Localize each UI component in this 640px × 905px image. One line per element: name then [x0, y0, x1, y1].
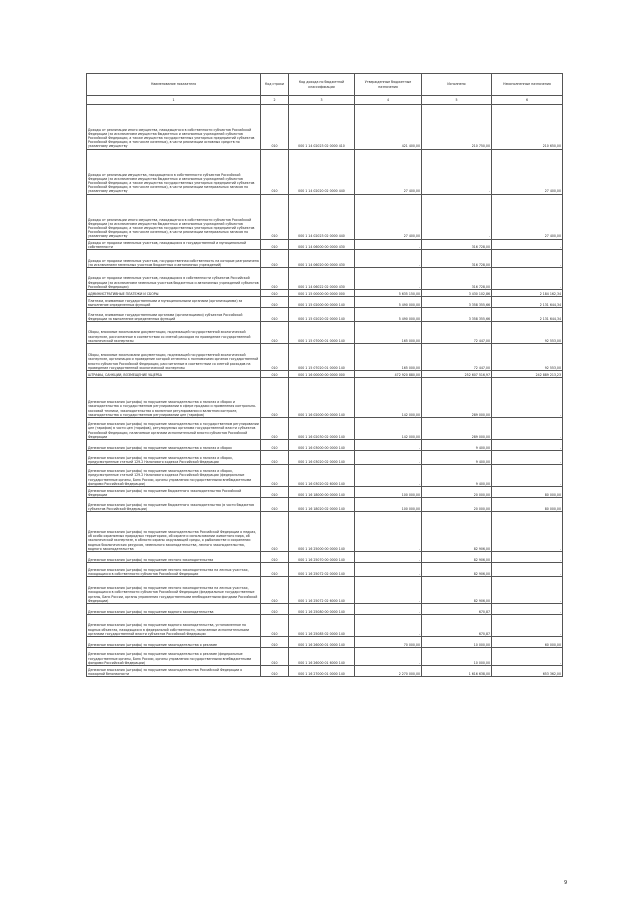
table-header-row	[87, 74, 563, 96]
row-code: 010	[261, 344, 289, 371]
row-name: Денежные взыскания (штрафы) за нарушение лесного законодательства	[87, 552, 261, 563]
row-name: Доходы от продажи земельных участков, находящихся в собственности субъектов Российской Федерации (за исключением земельных участков бюджетных и автономных учреждений субъектов Российской Федерации)	[87, 268, 261, 290]
row-approved: 27 400,00	[355, 195, 422, 240]
row-executed: 72 447,00	[422, 344, 492, 371]
row-budget-code: 000 1 16 27000 01 0000 140	[289, 666, 355, 677]
row-budget-code: 000 1 16 25085 02 0000 140	[289, 615, 355, 637]
row-approved: -	[355, 648, 422, 666]
row-name: Денежные взыскания (штрафы) за нарушение бюджетного законодательства Российской Федерации	[87, 487, 261, 498]
row-code: 010	[261, 418, 289, 440]
row-budget-code: 000 1 14 06000 00 0000 430	[289, 240, 355, 250]
row-approved: 5 490 000,00	[355, 297, 422, 308]
row-budget-code: 000 1 16 03020 02 0000 140	[289, 451, 355, 465]
row-approved: -	[355, 465, 422, 487]
row-remaining: 92 553,00	[492, 344, 563, 371]
row-remaining: 27 400,00	[492, 150, 563, 195]
column-number: 5	[422, 96, 492, 105]
row-remaining: 60 000,00	[492, 637, 563, 648]
row-code: 010	[261, 563, 289, 577]
row-executed: -	[422, 150, 492, 195]
row-code: 010	[261, 250, 289, 268]
row-name: Денежные взыскания (штрафы) за нарушение законодательства о рекламе	[87, 637, 261, 648]
row-remaining: -	[492, 552, 563, 563]
row-remaining: 2 131 644,34	[492, 308, 563, 322]
row-remaining: 653 362,00	[492, 666, 563, 677]
table-row	[87, 577, 563, 604]
row-code: 010	[261, 604, 289, 615]
table-row	[87, 465, 563, 487]
row-approved: -	[355, 451, 422, 465]
row-remaining: -	[492, 418, 563, 440]
header-executed: Исполнено	[422, 74, 492, 96]
row-code: 010	[261, 552, 289, 563]
table-row	[87, 563, 563, 577]
table-row	[87, 637, 563, 648]
row-approved: -	[355, 240, 422, 250]
row-approved: -	[355, 615, 422, 637]
row-budget-code: 000 1 15 02000 00 0000 140	[289, 297, 355, 308]
row-approved: 165 000,00	[355, 322, 422, 344]
row-remaining: -	[492, 378, 563, 418]
row-budget-code: 000 1 14 02023 02 0000 410	[289, 105, 355, 150]
row-budget-code: 000 1 16 03020 02 6000 140	[289, 465, 355, 487]
row-approved: 5 490 000,00	[355, 308, 422, 322]
row-code: 010	[261, 297, 289, 308]
table-row	[87, 250, 563, 268]
row-executed: 82 906,00	[422, 577, 492, 604]
row-executed: 252 607 516,97	[422, 371, 492, 378]
row-budget-code: 000 1 16 00000 00 0000 000	[289, 371, 355, 378]
column-number-row	[87, 96, 563, 105]
row-code: 010	[261, 666, 289, 677]
row-budget-code: 000 1 14 06022 02 0000 430	[289, 268, 355, 290]
row-executed: 82 906,00	[422, 512, 492, 552]
row-name: ШТРАФЫ, САНКЦИИ, ВОЗМЕЩЕНИЕ УЩЕРБА	[87, 371, 261, 378]
row-executed: 82 906,00	[422, 563, 492, 577]
row-name: Доходы от реализации иного имущества, находящегося в собственности субъектов Российской Федерации (за исключением имущества бюджетных и автономных учреждений субъектов Российской Федерации, а также имущества государственных унитарных предприятий субъектов Российской Федерации, в том числе казенных), в части реализации материальных запасов по указанному имуществу	[87, 195, 261, 240]
row-name: Сборы, вносимые заказчиками документации, подлежащей государственной экологической экспертизе, организация и проведение которой отнесены к полномочиям органов государственной власти субъектов Российской Федерации, рассчитанные в соответствии со сметой расходов на проведение государственной экологической экспертизы	[87, 344, 261, 371]
row-code: 010	[261, 451, 289, 465]
row-remaining: 2 184 162,34	[492, 290, 563, 297]
row-approved: -	[355, 512, 422, 552]
row-executed: 82 906,00	[422, 552, 492, 563]
row-executed: 72 447,00	[422, 322, 492, 344]
row-code: 010	[261, 268, 289, 290]
row-executed: 1 616 638,00	[422, 666, 492, 677]
row-name: Денежные взыскания (штрафы) за нарушение лесного законодательства на лесных участках, находящихся в собственности субъектов Российской Федерации (федеральные государственные органы, Банк России, органы управления государственными внебюджетными фондами Российской Федерации)	[87, 577, 261, 604]
row-executed: 10 000,00	[422, 648, 492, 666]
row-budget-code: 000 1 15 00000 00 0000 000	[289, 290, 355, 297]
row-name: Платежи, взимаемые государственными и муниципальными органами (организациями) за выполнение определенных функций	[87, 297, 261, 308]
table-row	[87, 440, 563, 451]
row-remaining: -	[492, 604, 563, 615]
row-code: 010	[261, 290, 289, 297]
table-row	[87, 512, 563, 552]
table-row	[87, 552, 563, 563]
row-code: 010	[261, 615, 289, 637]
row-remaining: -	[492, 465, 563, 487]
row-approved: -	[355, 563, 422, 577]
row-approved: 70 000,00	[355, 637, 422, 648]
table-row	[87, 297, 563, 308]
row-executed: 10 000,00	[422, 637, 492, 648]
row-name: Денежные взыскания (штрафы) за нарушение законодательства о налогах и сборах	[87, 440, 261, 451]
row-executed: 3 358 355,66	[422, 308, 492, 322]
row-name: Доходы от продажи земельных участков, государственная собственность на которые разграничена (за исключением земельных участков бюджетных и автономных учреждений)	[87, 250, 261, 268]
row-approved: 27 400,00	[355, 150, 422, 195]
table-row	[87, 240, 563, 250]
row-code: 010	[261, 498, 289, 512]
row-approved: -	[355, 440, 422, 451]
row-budget-code: 000 1 16 02030 02 0000 140	[289, 418, 355, 440]
row-approved: -	[355, 552, 422, 563]
row-approved: 165 000,00	[355, 344, 422, 371]
row-name: Денежные взыскания (штрафы) за нарушение лесного законодательства на лесных участках, находящихся в собственности субъектов Российской Федерации	[87, 563, 261, 577]
row-remaining: -	[492, 451, 563, 465]
row-code: 010	[261, 322, 289, 344]
row-code: 010	[261, 150, 289, 195]
row-remaining: -	[492, 268, 563, 290]
row-approved: -	[355, 250, 422, 268]
table-row	[87, 604, 563, 615]
table-row	[87, 308, 563, 322]
row-name: АДМИНИСТРАТИВНЫЕ ПЛАТЕЖИ И СБОРЫ	[87, 290, 261, 297]
row-code: 010	[261, 105, 289, 150]
column-number: 1	[87, 96, 261, 105]
row-approved: 2 270 000,00	[355, 666, 422, 677]
row-approved: 100 000,00	[355, 498, 422, 512]
row-approved: -	[355, 577, 422, 604]
row-budget-code: 000 1 16 25072 02 0000 140	[289, 563, 355, 577]
row-approved: 421 400,00	[355, 105, 422, 150]
row-code: 010	[261, 648, 289, 666]
row-code: 010	[261, 308, 289, 322]
row-executed: 9 400,00	[422, 440, 492, 451]
row-name: Доходы от продажи земельных участков, находящихся в государственной и муниципальной собственности	[87, 240, 261, 250]
row-code: 010	[261, 195, 289, 240]
row-executed: 9 400,00	[422, 465, 492, 487]
row-budget-code: 000 1 16 26000 01 6000 140	[289, 648, 355, 666]
row-name: Денежные взыскания (штрафы) за нарушение законодательства о налогах и сборах, предусмотренные статьей 129.2 Налогового кодекса Российской Федерации	[87, 451, 261, 465]
row-approved: 100 000,00	[355, 487, 422, 498]
row-budget-code: 000 1 16 03000 00 0000 140	[289, 440, 355, 451]
row-name: Денежные взыскания (штрафы) за нарушение законодательства Российской Федерации о недрах, об особо охраняемых природных территориях, об охране и использовании животного мира, об экологической экспертизе, в области охраны окружающей среды, о рыболовстве и сохранении водных биологических ресурсов, земельного законодательства, лесного законодательства, водного законодательства	[87, 512, 261, 552]
header-approved: Утвержденные бюджетные назначения	[355, 74, 422, 96]
row-code: 010	[261, 371, 289, 378]
row-executed: 289 000,00	[422, 378, 492, 418]
row-approved: -	[355, 268, 422, 290]
row-executed: 289 000,00	[422, 418, 492, 440]
table-row	[87, 371, 563, 378]
row-budget-code: 000 1 16 18000 00 0000 140	[289, 487, 355, 498]
row-code: 010	[261, 487, 289, 498]
row-name: Денежные взыскания (штрафы) за нарушение законодательства о рекламе (федеральные государственные органы, Банк России, органы управления государственными внебюджетными фондами Российской Федерации)	[87, 648, 261, 666]
table-row	[87, 648, 563, 666]
row-code: 010	[261, 577, 289, 604]
row-executed: -	[422, 195, 492, 240]
row-remaining: 80 000,00	[492, 487, 563, 498]
row-remaining: 27 400,00	[492, 195, 563, 240]
row-executed: 20 000,00	[422, 487, 492, 498]
row-name: Сборы, вносимые заказчиками документации, подлежащей государственной экологической экспертизе, рассчитанные в соответствии со сметой расходов на проведение государственной экологической экспертизы	[87, 322, 261, 344]
row-name: Денежные взыскания (штрафы) за нарушение бюджетного законодательства (в части бюджетов субъектов Российской Федерации)	[87, 498, 261, 512]
table-row	[87, 195, 563, 240]
row-budget-code: 000 1 16 25072 02 6000 140	[289, 577, 355, 604]
row-executed: 670,87	[422, 604, 492, 615]
row-remaining: -	[492, 563, 563, 577]
row-executed: 316 728,00	[422, 268, 492, 290]
row-name: Денежные взыскания (штрафы) за нарушение водного законодательства	[87, 604, 261, 615]
row-approved: 142 000,00	[355, 418, 422, 440]
row-code: 010	[261, 378, 289, 418]
row-remaining: -	[492, 648, 563, 666]
table-row	[87, 105, 563, 150]
table-row	[87, 290, 563, 297]
row-name: Денежные взыскания (штрафы) за нарушение законодательства о государственном регулировании цен (тарифов) в части цен (тарифов), регулируемых органами государственной власти субъектов Российской Федерации, налагаемые органами исполнительной власти субъектов Российской Федерации	[87, 418, 261, 440]
row-budget-code: 000 1 16 25080 00 0000 140	[289, 604, 355, 615]
row-executed: 20 000,00	[422, 498, 492, 512]
row-budget-code: 000 1 16 25070 00 0000 140	[289, 552, 355, 563]
row-remaining: -	[492, 615, 563, 637]
header-row-code: Код строки	[261, 74, 289, 96]
header-indicator-name: Наименование показателя	[87, 74, 261, 96]
row-approved: -	[355, 604, 422, 615]
row-remaining: 210 650,00	[492, 105, 563, 150]
row-executed: 670,87	[422, 615, 492, 637]
table-row	[87, 615, 563, 637]
row-executed: 3 430 102,86	[422, 290, 492, 297]
header-budget-code: Код дохода по бюджетной классификации	[289, 74, 355, 96]
row-remaining: 242 889 213,23	[492, 371, 563, 378]
row-name: Денежные взыскания (штрафы) за нарушение водного законодательства, установленное на водных объектах, находящихся в федеральной собственности, налагаемые исполнительными органами государственной власти субъектов Российской Федерации	[87, 615, 261, 637]
row-remaining: -	[492, 240, 563, 250]
column-number: 6	[492, 96, 563, 105]
row-executed: 210 750,00	[422, 105, 492, 150]
row-name: Денежные взыскания (штрафы) за нарушение законодательства о налогах и сборах, предусмотренные статьей 129.2 Налогового кодекса Российской Федерации (федеральные государственные органы, Банк России, органы управления государственными внебюджетными фондами Российской Федерации)	[87, 465, 261, 487]
table-row	[87, 268, 563, 290]
table-row	[87, 451, 563, 465]
table-row	[87, 418, 563, 440]
row-approved: 142 000,00	[355, 378, 422, 418]
row-budget-code: 000 1 16 26000 01 0000 140	[289, 637, 355, 648]
table-row	[87, 378, 563, 418]
row-executed: 316 728,00	[422, 250, 492, 268]
row-remaining: -	[492, 512, 563, 552]
header-remaining: Неисполненные назначения	[492, 74, 563, 96]
row-budget-code: 000 1 16 25000 00 0000 140	[289, 512, 355, 552]
table-row	[87, 322, 563, 344]
row-remaining: 2 131 644,34	[492, 297, 563, 308]
row-budget-code: 000 1 15 02020 02 0000 140	[289, 308, 355, 322]
row-remaining: 80 000,00	[492, 498, 563, 512]
row-remaining: -	[492, 577, 563, 604]
column-number: 4	[355, 96, 422, 105]
table-row	[87, 150, 563, 195]
row-budget-code: 000 1 16 18020 02 0000 140	[289, 498, 355, 512]
row-remaining: -	[492, 250, 563, 268]
row-code: 010	[261, 637, 289, 648]
row-remaining: 92 553,00	[492, 322, 563, 344]
row-budget-code: 000 1 14 02020 02 0000 440	[289, 150, 355, 195]
row-code: 010	[261, 440, 289, 451]
row-remaining: -	[492, 440, 563, 451]
column-number: 2	[261, 96, 289, 105]
row-budget-code: 000 1 14 06020 00 0000 430	[289, 250, 355, 268]
table-row	[87, 344, 563, 371]
row-name: Денежные взыскания (штрафы) за нарушение законодательства о налогах и сборах и законодательства о государственном регулировании в сфере продажи и применения контрольно-кассовой техники, законодательства о валютном регулировании и валютном контроле, законодательства о государственном регулировании цен (тарифов)	[87, 378, 261, 418]
revenue-table	[86, 73, 563, 677]
row-name: Доходы от реализации имущества, находящегося в собственности субъектов Российской Федерации (за исключением имущества бюджетных и автономных учреждений субъектов Российской Федерации, а также имущества государственных унитарных предприятий субъектов Российской Федерации, в том числе казенных), в части реализации материальных запасов по указанному имуществу	[87, 150, 261, 195]
row-name: Денежные взыскания (штрафы) за нарушение законодательства Российской Федерации о пожарной безопасности	[87, 666, 261, 677]
row-executed: 3 358 355,66	[422, 297, 492, 308]
row-budget-code: 000 1 15 07020 01 0000 140	[289, 344, 355, 371]
table-row	[87, 666, 563, 677]
row-executed: 316 728,00	[422, 240, 492, 250]
row-approved: 472 920 880,00	[355, 371, 422, 378]
row-budget-code: 000 1 15 07000 01 0000 140	[289, 322, 355, 344]
row-budget-code: 000 1 14 02023 02 0000 440	[289, 195, 355, 240]
table-row	[87, 498, 563, 512]
row-name: Доходы от реализации иного имущества, находящегося в собственности субъектов Российской Федерации (за исключением имущества бюджетных и автономных учреждений субъектов Российской Федерации, а также имущества государственных унитарных предприятий субъектов Российской Федерации, в том числе казенных), в части реализации основных средств по указанному имуществу	[87, 105, 261, 150]
row-budget-code: 000 1 16 02000 00 0000 140	[289, 378, 355, 418]
page-number: 9	[564, 880, 568, 886]
row-executed: 9 400,00	[422, 451, 492, 465]
report-sheet	[86, 73, 562, 677]
row-name: Платежи, взимаемые государственными органами (организациями) субъектов Российской Федерации за выполнение определенных функций	[87, 308, 261, 322]
row-approved: 5 635 150,00	[355, 290, 422, 297]
row-code: 010	[261, 465, 289, 487]
row-code: 010	[261, 240, 289, 250]
table-row	[87, 487, 563, 498]
row-code: 010	[261, 512, 289, 552]
column-number: 3	[289, 96, 355, 105]
